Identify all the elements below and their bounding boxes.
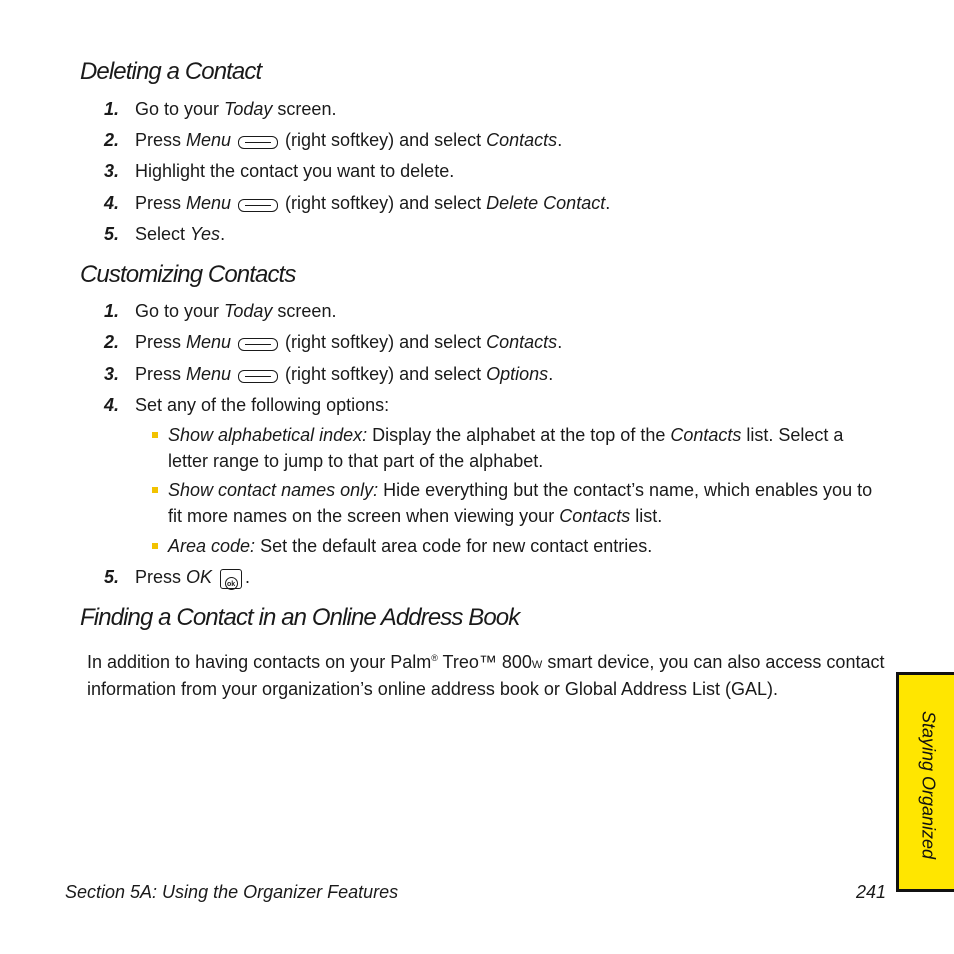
delete-step-2	[104, 130, 562, 151]
customize-step-1	[104, 301, 336, 322]
option-text: list. Select a letter range to jump to that part of the alphabet.	[168, 425, 849, 471]
ok-button-icon: ok	[220, 569, 242, 589]
step-text: .	[245, 567, 251, 587]
delete-step-4	[104, 193, 610, 214]
option-text: Set the default area code for new contact entries.	[255, 536, 653, 556]
finding-paragraph	[87, 646, 890, 701]
option-text: Hide everything but the contact’s name, which enables you to fit more names on the screen when viewing your	[168, 480, 878, 526]
option-bullet-area-code	[168, 533, 888, 559]
customize-step-3	[104, 364, 553, 385]
menu-softkey-icon	[238, 136, 278, 149]
step-number: 3.	[104, 161, 120, 181]
step-number: 2.	[104, 332, 120, 352]
model-suffix: W	[531, 659, 543, 671]
footer-section-title: Section 5A: Using the Organizer Features	[65, 882, 399, 902]
step-number: 5.	[104, 567, 120, 587]
menu-softkey-icon	[238, 199, 278, 212]
menu-key-name: Menu	[186, 193, 232, 213]
side-chapter-tab	[896, 672, 954, 892]
option-bullet-contact-names-only	[168, 477, 888, 529]
step-text: Go to your	[135, 301, 225, 321]
today-screen-name: Today	[224, 99, 273, 119]
square-bullet-icon	[152, 543, 158, 549]
step-text: Press	[135, 364, 187, 384]
step-text: screen.	[272, 99, 337, 119]
menu-key-name: Menu	[186, 364, 232, 384]
heading-customizing-contacts: Customizing Contacts	[80, 261, 296, 288]
step-text: screen.	[272, 301, 337, 321]
menu-softkey-icon	[238, 338, 278, 351]
step-text: Set any of the following options:	[135, 395, 390, 415]
option-label: Show contact names only:	[168, 480, 379, 500]
step-number: 5.	[104, 224, 120, 244]
step-text: Select	[135, 224, 191, 244]
contacts-list-name: Contacts	[559, 506, 631, 526]
paragraph-text: Treo™ 800	[437, 652, 532, 672]
step-number: 3.	[104, 364, 120, 384]
menu-key-name: Menu	[186, 332, 232, 352]
square-bullet-icon	[152, 487, 158, 493]
delete-step-3	[104, 161, 454, 182]
today-screen-name: Today	[224, 301, 273, 321]
heading-finding-contact-online: Finding a Contact in an Online Address Book	[80, 604, 520, 631]
step-text: .	[557, 130, 563, 150]
options-option: Options	[486, 364, 549, 384]
step-number: 4.	[104, 193, 120, 213]
step-number: 1.	[104, 99, 120, 119]
step-text: Press	[135, 332, 187, 352]
paragraph-text: In addition to having contacts on your Palm	[87, 652, 432, 672]
customize-step-2	[104, 332, 562, 353]
step-text: Press	[135, 130, 187, 150]
option-bullet-alphabetical-index	[168, 422, 888, 474]
contacts-option: Contacts	[486, 332, 558, 352]
option-text: Display the alphabet at the top of the	[367, 425, 671, 445]
customize-step-5	[104, 567, 250, 588]
step-text: (right softkey) and select	[285, 364, 487, 384]
step-number: 2.	[104, 130, 120, 150]
square-bullet-icon	[152, 432, 158, 438]
step-text: Go to your	[135, 99, 225, 119]
step-text: (right softkey) and select	[285, 130, 487, 150]
registered-mark: ®	[431, 653, 438, 663]
customize-step-4	[104, 395, 389, 416]
side-tab-label: Staying Organized	[918, 710, 939, 860]
step-number: 1.	[104, 301, 120, 321]
option-text: list.	[630, 506, 663, 526]
option-label: Show alphabetical index:	[168, 425, 368, 445]
ok-key-name: OK	[186, 567, 213, 587]
footer-page-number: 241	[856, 882, 887, 902]
option-label: Area code:	[168, 536, 256, 556]
contacts-list-name: Contacts	[670, 425, 742, 445]
step-text: Press	[135, 567, 187, 587]
heading-deleting-contact: Deleting a Contact	[80, 58, 262, 85]
step-text: .	[548, 364, 554, 384]
paragraph-text: smart device, you can also access contact information from your organization’s online address book or Global Address List (GAL).	[87, 652, 890, 699]
step-text: Press	[135, 193, 187, 213]
step-text: .	[557, 332, 563, 352]
yes-option: Yes	[190, 224, 221, 244]
step-text: (right softkey) and select	[285, 332, 487, 352]
menu-key-name: Menu	[186, 130, 232, 150]
contacts-option: Contacts	[486, 130, 558, 150]
step-text: .	[220, 224, 226, 244]
delete-step-5	[104, 224, 225, 245]
delete-step-1	[104, 99, 336, 120]
step-number: 4.	[104, 395, 120, 415]
menu-softkey-icon	[238, 370, 278, 383]
step-text: (right softkey) and select	[285, 193, 487, 213]
delete-contact-option: Delete Contact	[486, 193, 606, 213]
step-text: .	[605, 193, 611, 213]
step-text: Highlight the contact you want to delete.	[135, 161, 455, 181]
